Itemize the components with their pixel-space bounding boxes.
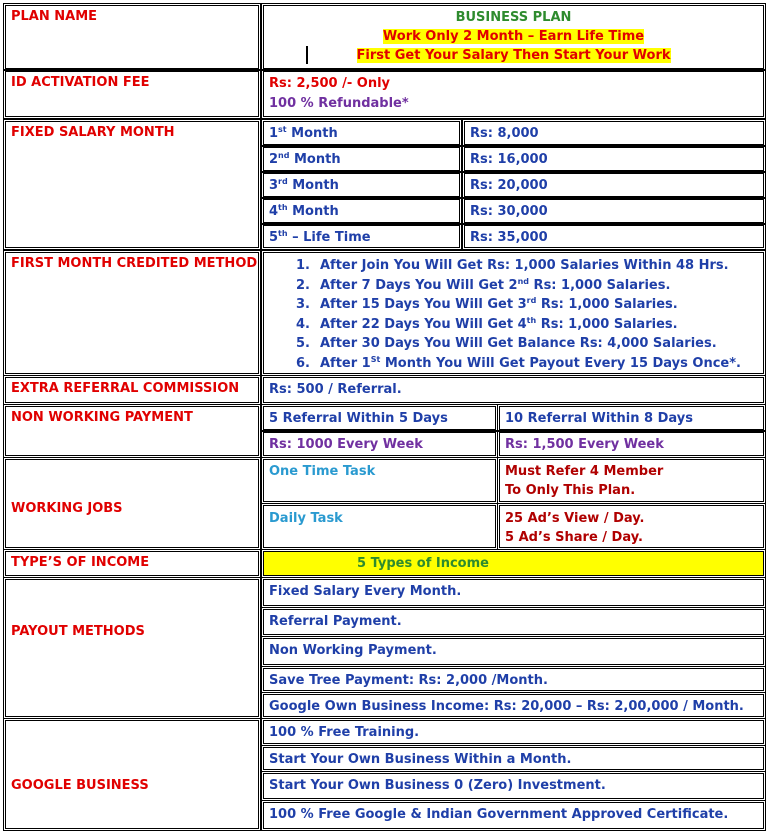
payout-item: Save Tree Payment: Rs: 2,000 /Month. bbox=[269, 673, 548, 688]
credited-item-suffix: St bbox=[370, 354, 381, 364]
credited-item-suffix: th bbox=[526, 315, 537, 325]
salary-month-number: 2 bbox=[269, 152, 279, 167]
credited-item-text-rest: Month You Will Get Payout Every 15 Days Once*. bbox=[380, 355, 741, 371]
referral-label: EXTRA REFERRAL COMMISSION bbox=[11, 381, 240, 396]
salary-label: FIXED SALARY MONTH bbox=[11, 125, 175, 140]
income-types-label-cell bbox=[5, 551, 259, 576]
task2-cell bbox=[263, 505, 496, 548]
google-item: Start Your Own Business 0 (Zero) Investment. bbox=[269, 778, 606, 793]
credited-item bbox=[264, 278, 670, 293]
plan-tagline-2: First Get Your Salary Then Start Your Work bbox=[356, 48, 671, 63]
task1-name: One Time Task bbox=[269, 464, 376, 479]
non-working-left-bottom: Rs: 1000 Every Week bbox=[269, 437, 423, 452]
salary-month-number: 4 bbox=[269, 204, 279, 219]
non-working-right-top: 10 Referral Within 8 Days bbox=[505, 411, 693, 426]
salary-month-cell bbox=[263, 199, 460, 223]
google-label-cell bbox=[5, 720, 259, 829]
salary-month-number: 5 bbox=[269, 230, 279, 245]
salary-month-cell bbox=[263, 121, 460, 145]
task2-desc-1: 25 Ad’s View / Day. bbox=[505, 511, 645, 526]
salary-amount: Rs: 16,000 bbox=[470, 152, 548, 167]
credited-item-number: 6. bbox=[296, 355, 310, 371]
payout-item: Non Working Payment. bbox=[269, 643, 437, 658]
salary-month-suffix: th bbox=[278, 203, 288, 212]
credited-value-cell bbox=[263, 252, 764, 374]
payout-item: Referral Payment. bbox=[269, 614, 402, 629]
task2-desc-cell bbox=[499, 505, 764, 548]
payout-item: Fixed Salary Every Month. bbox=[269, 584, 462, 599]
salary-month-rest: – Life Time bbox=[287, 230, 371, 245]
salary-month-rest: Month bbox=[287, 178, 339, 193]
salary-month bbox=[269, 152, 341, 167]
non-working-right-bottom-cell bbox=[499, 432, 764, 456]
non-working-right-bottom: Rs: 1,500 Every Week bbox=[505, 437, 664, 452]
activation-label-cell bbox=[5, 71, 259, 117]
plan-name-label-cell bbox=[5, 5, 259, 69]
salary-month-number: 1 bbox=[269, 126, 279, 141]
salary-amount: Rs: 35,000 bbox=[470, 230, 548, 245]
credited-item bbox=[264, 356, 741, 371]
text-cursor bbox=[306, 46, 308, 64]
non-working-label-cell bbox=[5, 406, 259, 456]
task1-desc-2: To Only This Plan. bbox=[505, 483, 636, 498]
credited-label: FIRST MONTH CREDITED METHOD bbox=[11, 256, 258, 271]
payout-item-cell bbox=[263, 638, 764, 665]
salary-amount-cell bbox=[464, 121, 764, 145]
working-jobs-label-cell bbox=[5, 459, 259, 548]
salary-month-number: 3 bbox=[269, 178, 279, 193]
google-item-cell bbox=[263, 773, 764, 799]
credited-item-suffix: rd bbox=[526, 296, 537, 305]
salary-month-rest: Month bbox=[287, 204, 339, 219]
salary-month-cell bbox=[263, 173, 460, 197]
google-item-cell bbox=[263, 720, 764, 744]
salary-month-cell bbox=[263, 225, 460, 248]
salary-month bbox=[269, 204, 339, 219]
payout-item: Google Own Business Income: Rs: 20,000 – Rs: 2,00,000 / Month. bbox=[269, 699, 744, 714]
payout-item-cell bbox=[263, 694, 764, 717]
task1-cell bbox=[263, 459, 496, 502]
credited-item-text-rest: Rs: 1,000 Salaries. bbox=[536, 316, 678, 332]
activation-fee: Rs: 2,500 /- Only bbox=[269, 76, 391, 91]
payout-label-cell bbox=[5, 579, 259, 717]
non-working-left-bottom-cell bbox=[263, 432, 496, 456]
credited-item-number: 1. bbox=[296, 258, 310, 273]
credited-item bbox=[264, 258, 729, 273]
income-types-value: 5 Types of Income bbox=[357, 556, 489, 571]
credited-item-text: After 15 Days You Will Get 3 bbox=[320, 297, 527, 312]
salary-amount: Rs: 30,000 bbox=[470, 204, 548, 219]
salary-amount: Rs: 8,000 bbox=[470, 126, 539, 141]
google-item: Start Your Own Business Within a Month. bbox=[269, 752, 572, 767]
credited-item bbox=[264, 336, 717, 351]
referral-value-cell bbox=[263, 377, 764, 403]
referral-label-cell bbox=[5, 377, 259, 403]
google-item: 100 % Free Google & Indian Government Approved Certificate. bbox=[269, 807, 729, 822]
credited-label-cell bbox=[5, 252, 259, 374]
credited-item-text: After 30 Days You Will Get Balance Rs: 4,000 Salaries. bbox=[320, 336, 717, 351]
payout-item-cell bbox=[263, 579, 764, 606]
salary-label-cell bbox=[5, 121, 259, 248]
payout-label: PAYOUT METHODS bbox=[11, 624, 145, 639]
activation-value-cell bbox=[263, 71, 764, 117]
salary-amount: Rs: 20,000 bbox=[470, 178, 548, 193]
salary-month-suffix: th bbox=[278, 229, 288, 238]
google-item-cell bbox=[263, 747, 764, 770]
activation-label: ID ACTIVATION FEE bbox=[11, 75, 150, 90]
credited-item-text: After 22 Days You Will Get 4 bbox=[320, 316, 527, 332]
credited-item-text: After 7 Days You Will Get 2 bbox=[320, 277, 518, 293]
salary-amount-cell bbox=[464, 173, 764, 197]
non-working-left-top-cell bbox=[263, 406, 496, 430]
non-working-label: NON WORKING PAYMENT bbox=[11, 410, 193, 425]
credited-item-suffix: nd bbox=[517, 276, 530, 286]
plan-title: BUSINESS PLAN bbox=[455, 10, 572, 25]
salary-month bbox=[269, 230, 371, 245]
salary-month bbox=[269, 126, 338, 141]
plan-tagline-1: Work Only 2 Month – Earn Life Time bbox=[382, 29, 645, 44]
credited-item bbox=[264, 317, 678, 332]
credited-item-number: 5. bbox=[296, 336, 310, 351]
referral-value: Rs: 500 / Referral. bbox=[269, 382, 402, 397]
task2-desc-2: 5 Ad’s Share / Day. bbox=[505, 530, 643, 545]
income-types-value-cell bbox=[263, 551, 764, 576]
working-jobs-label: WORKING JOBS bbox=[11, 501, 123, 516]
salary-amount-cell bbox=[464, 147, 764, 171]
credited-item-text: After Join You Will Get Rs: 1,000 Salaries Within 48 Hrs. bbox=[320, 258, 729, 273]
google-label: GOOGLE BUSINESS bbox=[11, 778, 149, 793]
credited-item-text: After 1 bbox=[320, 355, 371, 371]
plan-name-value-cell bbox=[263, 5, 764, 69]
credited-item-number: 2. bbox=[296, 277, 310, 293]
non-working-left-top: 5 Referral Within 5 Days bbox=[269, 411, 448, 426]
salary-month-suffix: rd bbox=[278, 177, 288, 186]
salary-amount-cell bbox=[464, 225, 764, 248]
salary-amount-cell bbox=[464, 199, 764, 223]
credited-item-text-rest: Rs: 1,000 Salaries. bbox=[529, 277, 671, 293]
credited-item-number: 4. bbox=[296, 316, 310, 332]
non-working-right-top-cell bbox=[499, 406, 764, 430]
salary-month-rest: Month bbox=[286, 126, 338, 141]
activation-refund: 100 % Refundable* bbox=[269, 96, 409, 111]
google-item: 100 % Free Training. bbox=[269, 725, 420, 740]
task2-name: Daily Task bbox=[269, 511, 343, 526]
plan-name-label: PLAN NAME bbox=[11, 9, 98, 24]
salary-month-rest: Month bbox=[289, 152, 341, 167]
salary-month-cell bbox=[263, 147, 460, 171]
salary-month-suffix: nd bbox=[278, 151, 290, 160]
credited-item-number: 3. bbox=[296, 297, 310, 312]
payout-item-cell bbox=[263, 609, 764, 635]
salary-month-suffix: st bbox=[278, 125, 287, 134]
credited-item bbox=[264, 297, 678, 312]
task1-desc-cell bbox=[499, 459, 764, 502]
google-item-cell bbox=[263, 802, 764, 829]
income-types-label: TYPE’S OF INCOME bbox=[11, 555, 150, 570]
task1-desc-1: Must Refer 4 Member bbox=[505, 464, 664, 479]
payout-item-cell bbox=[263, 668, 764, 691]
credited-item-text-rest: Rs: 1,000 Salaries. bbox=[536, 297, 678, 312]
salary-month bbox=[269, 178, 339, 193]
